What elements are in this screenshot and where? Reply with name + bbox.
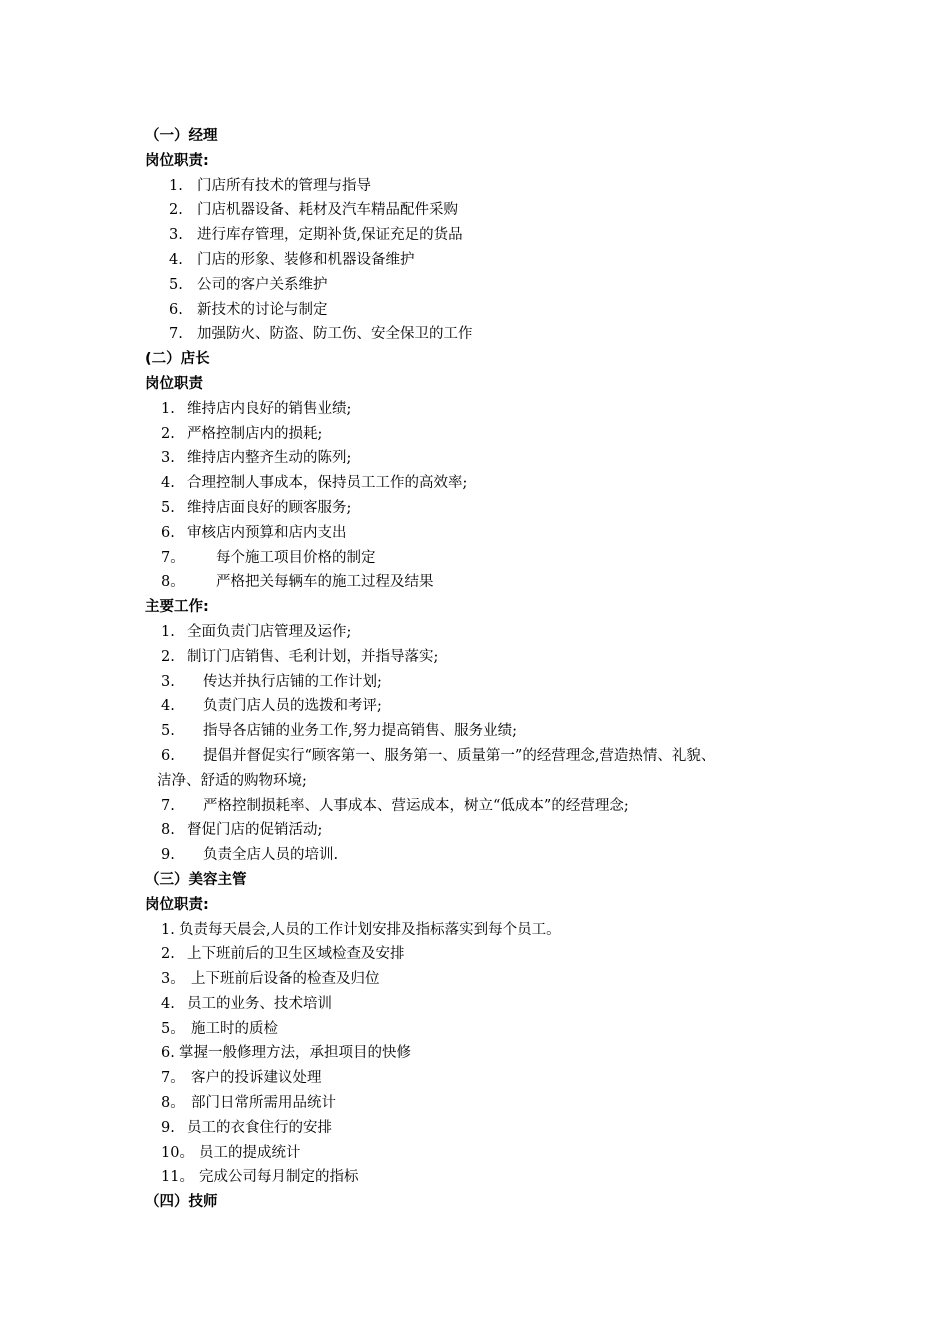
subheading-duties: 岗位职责:	[145, 152, 209, 169]
list-item: 9. 负责全店人员的培训.	[161, 847, 339, 864]
list-item: 7。 客户的投诉建议处理	[161, 1070, 322, 1087]
list-item: 4. 合理控制人事成本，保持员工工作的高效率;	[161, 475, 468, 492]
list-item: 8。 严格把关每辆车的施工过程及结果	[161, 574, 434, 591]
list-item: 11。 完成公司每月制定的指标	[161, 1169, 359, 1186]
list-item: 7. 严格控制损耗率、人事成本、营运成本，树立“低成本”的经营理念;	[161, 797, 629, 814]
list-item: 4. 负责门店人员的选拨和考评;	[161, 698, 382, 715]
document-body	[145, 124, 835, 1215]
list-item: 2. 门店机器设备、耗材及汽车精品配件采购	[169, 202, 458, 219]
list-item: 1. 维持店内良好的销售业绩;	[161, 400, 352, 417]
list-item: 2. 上下班前后的卫生区域检查及安排	[161, 946, 405, 963]
list-item: 7。 每个施工项目价格的制定	[161, 549, 376, 566]
list-item: 1. 负责每天晨会,人员的工作计划安排及指标落实到每个员工。	[161, 921, 561, 938]
list-item: 6. 审核店内预算和店内支出	[161, 524, 347, 541]
list-item: 1. 全面负责门店管理及运作;	[161, 623, 352, 640]
list-item: 5. 公司的客户关系维护	[169, 276, 328, 293]
list-item: 2. 严格控制店内的损耗;	[161, 425, 323, 442]
list-item: 3. 进行库存管理，定期补货,保证充足的货品	[169, 227, 463, 244]
list-item: 10。 员工的提成统计	[161, 1144, 301, 1161]
subheading-duties: 岗位职责:	[145, 896, 209, 913]
list-item: 8. 督促门店的促销活动;	[161, 822, 323, 839]
section-heading-technician: （四）技师	[145, 1194, 218, 1211]
list-item: 7. 加强防火、防盗、防工伤、安全保卫的工作	[169, 326, 473, 343]
list-item: 5。 施工时的质检	[161, 1020, 278, 1037]
list-item: 8。 部门日常所需用品统计	[161, 1095, 336, 1112]
section-heading-manager: （一）经理	[145, 128, 218, 144]
list-item: 2. 制订门店销售、毛利计划，并指导落实;	[161, 648, 439, 665]
list-item: 1. 门店所有技术的管理与指导	[169, 177, 371, 194]
list-item: 9. 员工的衣食住行的安排	[161, 1119, 332, 1136]
list-item: 6. 新技术的讨论与制定	[169, 301, 328, 318]
list-item: 4. 门店的形象、装修和机器设备维护	[169, 251, 415, 268]
list-item: 5. 维持店面良好的顾客服务;	[161, 499, 352, 516]
section-heading-store-manager: (二）店长	[145, 351, 210, 368]
list-item: 5. 指导各店铺的业务工作,努力提高销售、服务业绩;	[161, 723, 517, 740]
section-heading-beauty-supervisor: （三）美容主管	[145, 871, 247, 888]
list-item: 3。 上下班前后设备的检查及归位	[161, 971, 380, 988]
list-item: 6. 提倡并督促实行“顾客第一、服务第一、质量第一”的经营理念,营造热情、礼貌、	[161, 747, 716, 764]
list-item: 3. 维持店内整齐生动的陈列;	[161, 450, 352, 467]
subheading-duties: 岗位职责	[145, 375, 203, 392]
list-item: 6. 掌握一般修理方法，承担项目的快修	[161, 1045, 411, 1062]
list-item-continuation: 洁净、舒适的购物环境;	[157, 772, 307, 789]
list-item: 4. 员工的业务、技术培训	[161, 995, 332, 1012]
subheading-main-work: 主要工作:	[145, 599, 209, 616]
list-item: 3. 传达并执行店铺的工作计划;	[161, 673, 382, 690]
